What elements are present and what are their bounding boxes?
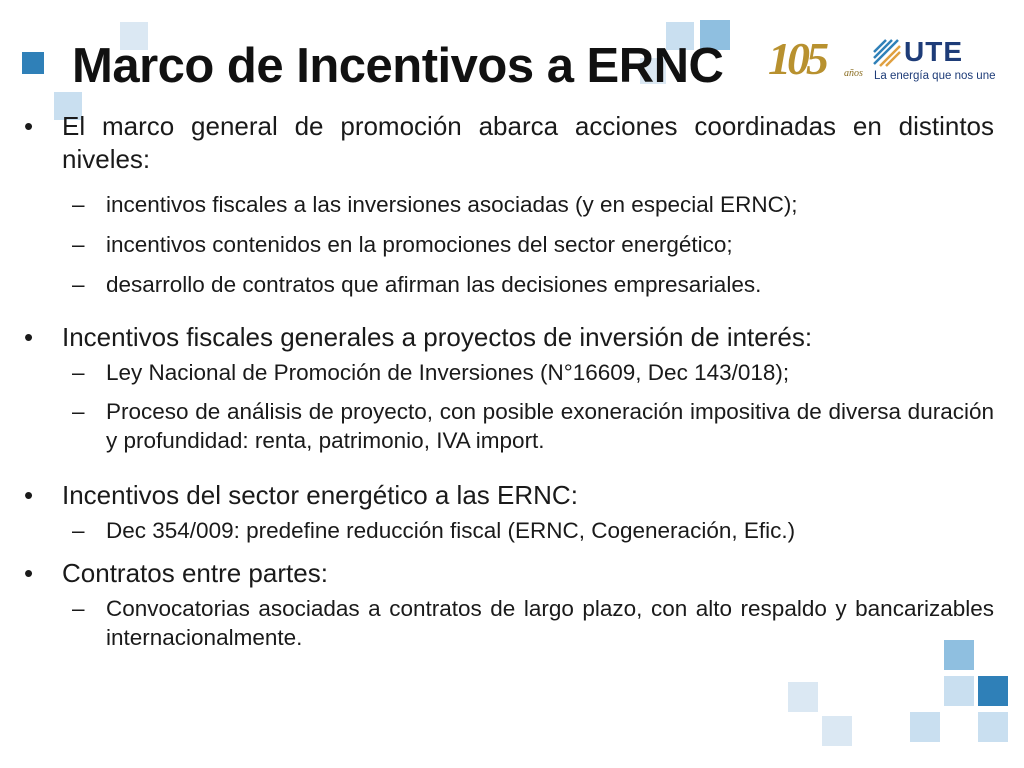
bullet-text: El marco general de promoción abarca acciones coordinadas en distintos niveles: — [62, 111, 994, 174]
sub-item — [24, 397, 994, 455]
ute-logo — [872, 36, 996, 88]
sub-item-text: Convocatorias asociadas a contratos de largo plazo, con alto respaldo y bancarizables internacionalmente. — [106, 596, 994, 650]
bullet-glyph: • — [24, 480, 34, 510]
anniversary-suffix: años — [844, 68, 863, 79]
ute-mark-icon — [872, 38, 902, 68]
sub-item-text: Dec 354/009: predefine reducción fiscal (ERNC, Cogeneración, Efic.) — [106, 518, 796, 543]
bullet-item — [24, 557, 994, 590]
sub-item-text: incentivos fiscales a las inversiones asociadas (y en especial ERNC); — [106, 192, 798, 217]
ute-tagline: La energía que nos une — [874, 70, 996, 82]
bullet-glyph: • — [24, 111, 34, 141]
bullet-glyph: • — [24, 322, 34, 352]
dash-glyph: – — [72, 399, 85, 424]
decor-square — [22, 52, 44, 74]
decor-square — [910, 712, 940, 742]
sub-item — [24, 230, 994, 259]
sub-item — [24, 190, 994, 219]
sub-item-text: Ley Nacional de Promoción de Inversiones (N°16609, Dec 143/018); — [106, 360, 790, 385]
ute-wordmark: UTE — [904, 36, 963, 67]
bullet-item — [24, 479, 994, 512]
dash-glyph: – — [72, 518, 85, 543]
sub-item-text: incentivos contenidos en la promociones del sector energético; — [106, 232, 733, 257]
bullet-text: Incentivos del sector energético a las ERNC: — [62, 480, 578, 510]
decor-square — [978, 712, 1008, 742]
bullet-text: Contratos entre partes: — [62, 558, 328, 588]
slide-body — [24, 110, 994, 652]
dash-glyph: – — [72, 596, 85, 621]
decor-square — [822, 716, 852, 746]
dash-glyph: – — [72, 232, 85, 257]
slide-title: Marco de Incentivos a ERNC — [72, 39, 724, 93]
anniversary-number: 105 — [768, 33, 825, 84]
bullet-glyph: • — [24, 558, 34, 588]
bullet-item — [24, 110, 994, 176]
bullet-item — [24, 321, 994, 354]
sub-item-text: Proceso de análisis de proyecto, con posible exoneración impositiva de diversa duración y profundidad: renta, patrimonio, IVA import. — [106, 399, 994, 453]
decor-square — [978, 676, 1008, 706]
sub-item — [24, 358, 994, 387]
anniversary-logo — [764, 30, 864, 90]
decor-square — [944, 676, 974, 706]
dash-glyph: – — [72, 360, 85, 385]
bullet-text: Incentivos fiscales generales a proyectos de inversión de interés: — [62, 322, 813, 352]
dash-glyph: – — [72, 272, 85, 297]
sub-item — [24, 594, 994, 652]
decor-square — [788, 682, 818, 712]
dash-glyph: – — [72, 192, 85, 217]
sub-item — [24, 270, 994, 299]
sub-item-text: desarrollo de contratos que afirman las decisiones empresariales. — [106, 272, 762, 297]
sub-item — [24, 516, 994, 545]
